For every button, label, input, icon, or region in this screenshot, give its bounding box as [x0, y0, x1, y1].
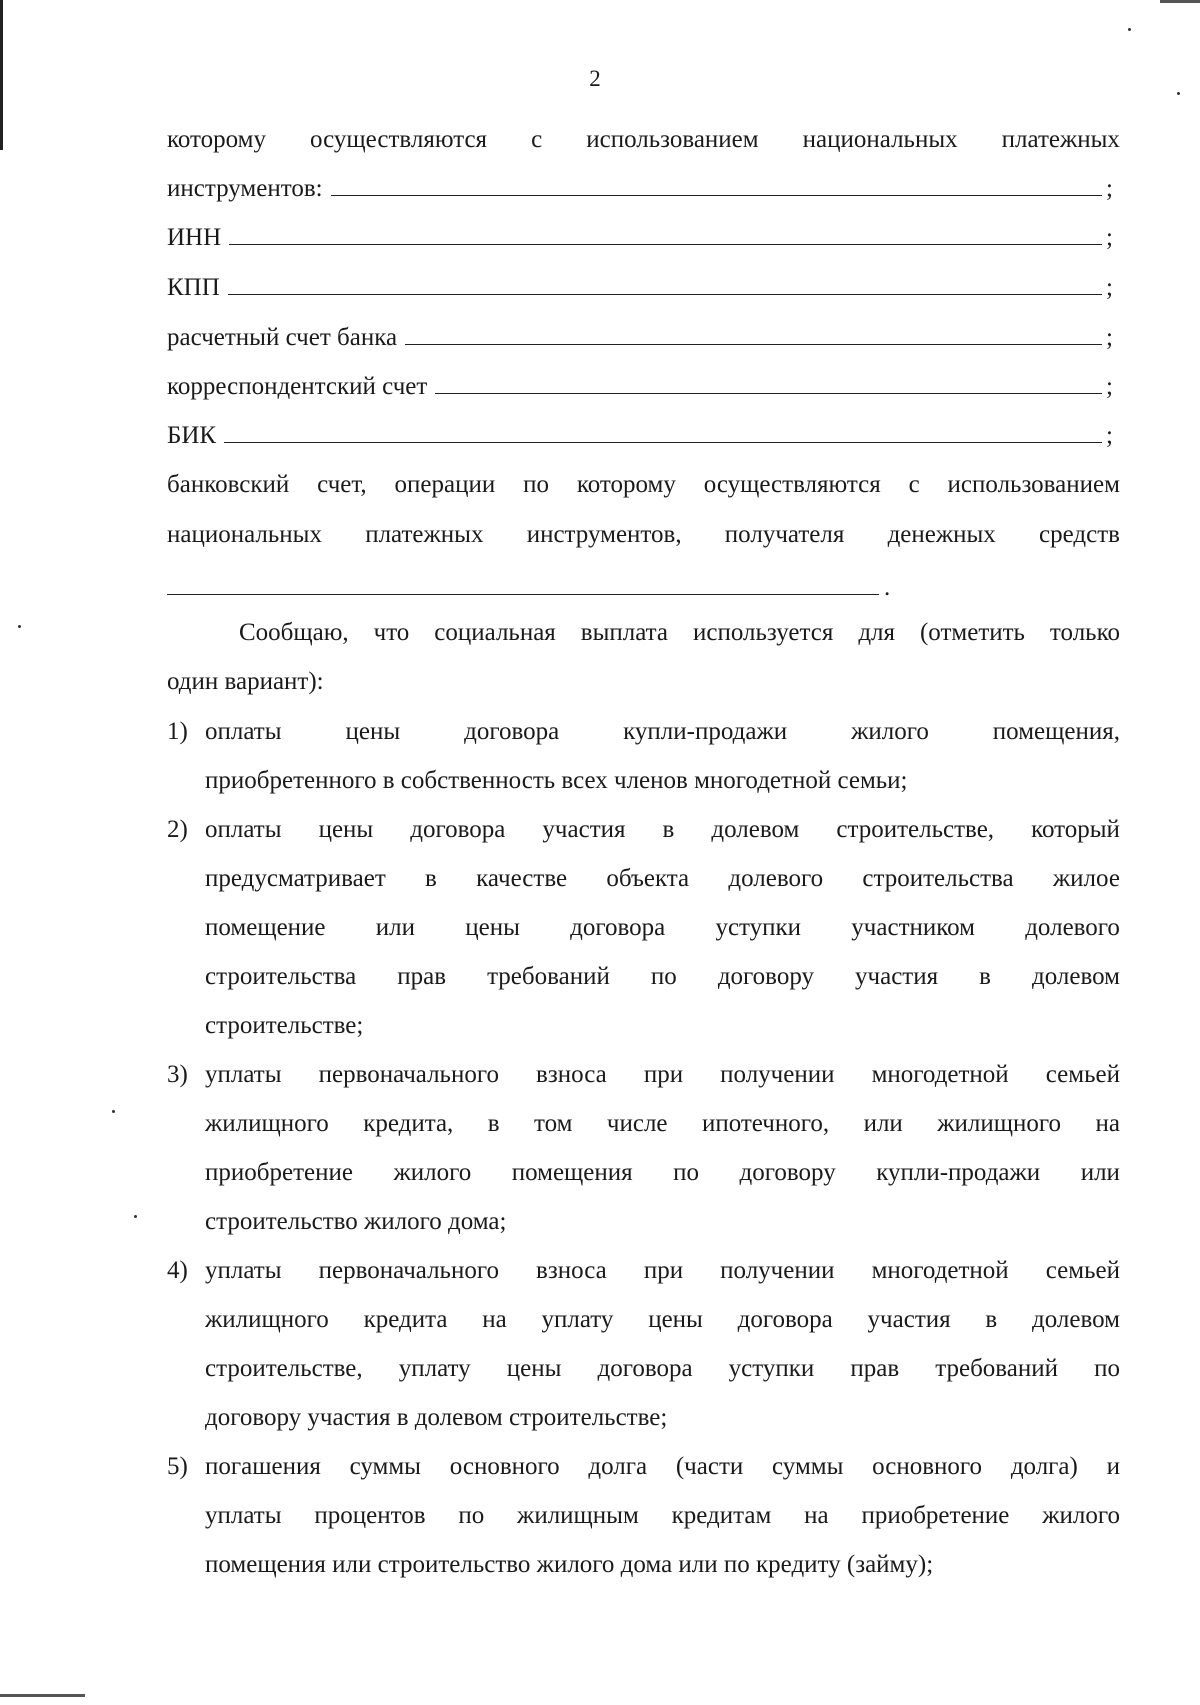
scan-speck	[1177, 92, 1180, 95]
word: использованием	[586, 126, 759, 153]
word: основного	[872, 1453, 983, 1480]
word: купли-продажи	[876, 1159, 1041, 1186]
text-line	[167, 124, 1120, 156]
word: строительства	[862, 865, 1014, 892]
word: требований	[487, 963, 610, 990]
word: по	[650, 963, 677, 990]
scan-speck	[18, 625, 21, 628]
word: жилого	[1042, 1502, 1120, 1529]
form-field-blank[interactable]	[405, 322, 1102, 345]
word: помещение	[205, 914, 326, 941]
option-number: 1)	[167, 718, 188, 745]
form-field-label: корреспондентский счет	[167, 373, 428, 400]
scan-speck	[112, 1110, 115, 1113]
option-text-line: договору участия в долевом строительстве;	[205, 1404, 668, 1431]
word: используется	[692, 619, 834, 646]
word: многодетной	[871, 1257, 1009, 1284]
word: использованием	[947, 471, 1120, 498]
word: по	[523, 471, 549, 498]
word: долевом	[1032, 963, 1120, 990]
word: (отметить	[919, 619, 1025, 646]
word: цены	[345, 718, 401, 745]
form-field-blank[interactable]	[331, 173, 1102, 196]
option-number: 5)	[167, 1453, 188, 1480]
word: для	[858, 619, 896, 646]
word: строительстве,	[205, 1355, 363, 1382]
option-text-line	[205, 1157, 1120, 1189]
word: уплаты	[205, 1257, 282, 1284]
word: долга)	[1010, 1453, 1078, 1480]
form-field-end: ;	[1106, 274, 1113, 301]
word: суммы	[349, 1453, 421, 1480]
word: по	[458, 1502, 485, 1529]
word: инструментов,	[526, 521, 682, 548]
word: цены	[506, 1355, 562, 1382]
word: на	[482, 1306, 507, 1333]
word: жилого	[393, 1159, 472, 1186]
word: договора	[737, 1306, 833, 1333]
word: долга	[588, 1453, 648, 1480]
word: взноса	[536, 1257, 607, 1284]
option-text-line	[205, 1304, 1120, 1336]
word: и	[1106, 1453, 1120, 1480]
word: по	[673, 1159, 700, 1186]
word: осуществляются	[310, 126, 488, 153]
word: на	[1095, 1110, 1120, 1137]
word: при	[643, 1257, 684, 1284]
word: строительства	[205, 963, 357, 990]
word: договору	[739, 1159, 836, 1186]
form-field-blank[interactable]	[229, 222, 1102, 245]
word: оплаты	[205, 718, 282, 745]
word: национальных	[802, 126, 958, 153]
form-field-blank[interactable]	[228, 272, 1102, 295]
option-text-line	[205, 912, 1120, 944]
word: долевом	[711, 816, 800, 843]
statement-line	[239, 617, 1120, 649]
word: первоначального	[318, 1257, 499, 1284]
word: том	[534, 1110, 573, 1137]
word: участником	[851, 914, 975, 941]
word: цены	[648, 1306, 703, 1333]
word: многодетной	[871, 1061, 1009, 1088]
word: с	[908, 471, 920, 498]
form-field-end: ;	[1106, 324, 1113, 351]
word: цены	[465, 914, 520, 941]
word: в	[487, 1110, 500, 1137]
option-text-line	[205, 961, 1120, 993]
word: числе	[606, 1110, 668, 1137]
word: договора	[410, 816, 506, 843]
recipient-blank	[167, 592, 879, 595]
form-field-label: ИНН	[167, 224, 222, 251]
option-text-line	[205, 814, 1120, 846]
option-number: 3)	[167, 1061, 188, 1088]
option-text-line: помещения или строительство жилого дома или по кредиту (займу);	[205, 1551, 934, 1578]
recipient-end: .	[884, 574, 891, 601]
form-field-end: ;	[1106, 224, 1113, 251]
word: жилищного	[205, 1306, 329, 1333]
word: первоначального	[318, 1061, 499, 1088]
word: участия	[867, 1306, 951, 1333]
word: уплату	[398, 1355, 471, 1382]
word: оплаты	[205, 816, 282, 843]
form-field-row	[167, 371, 1120, 403]
word: с	[531, 126, 543, 153]
word: семьей	[1045, 1257, 1120, 1284]
form-field-row	[167, 272, 1120, 304]
word: (части	[675, 1453, 744, 1480]
word: средств	[1039, 521, 1120, 548]
word: что	[373, 619, 410, 646]
form-field-row	[167, 173, 1120, 205]
word: при	[643, 1061, 684, 1088]
word: договора	[597, 1355, 693, 1382]
word: договора	[570, 914, 666, 941]
word: уплату	[541, 1306, 614, 1333]
word: счет,	[317, 471, 367, 498]
word: получении	[720, 1257, 835, 1284]
option-text-line: приобретенного в собственность всех членов многодетной семьи;	[205, 767, 908, 794]
word: кредита,	[363, 1110, 454, 1137]
word: ипотечного,	[701, 1110, 830, 1137]
form-field-blank[interactable]	[224, 420, 1102, 443]
option-text-line	[205, 1255, 1120, 1287]
word: участия	[855, 963, 939, 990]
option-text-line	[205, 716, 1120, 748]
word: жилищного	[205, 1110, 329, 1137]
option-text-line: строительстве;	[205, 1012, 364, 1039]
word: национальных	[167, 521, 322, 548]
form-field-end: ;	[1106, 422, 1113, 449]
word: или	[1080, 1159, 1120, 1186]
option-text-line	[205, 1108, 1120, 1140]
form-field-label: КПП	[167, 274, 220, 301]
word: уплаты	[205, 1502, 282, 1529]
option-text-line	[205, 1059, 1120, 1091]
scan-edge	[0, 1694, 85, 1697]
text-line	[167, 519, 1120, 551]
option-text-line	[205, 1353, 1120, 1385]
word: основного	[449, 1453, 560, 1480]
word: осуществляются	[703, 471, 881, 498]
word: долевого	[728, 865, 824, 892]
form-field-label: расчетный счет банка	[167, 324, 398, 351]
word: помещения	[511, 1159, 633, 1186]
word: договора	[464, 718, 560, 745]
scan-edge	[1160, 0, 1200, 3]
word: в	[979, 963, 991, 990]
word: долевого	[1025, 914, 1120, 941]
word: уступки	[728, 1355, 815, 1382]
word: банковский	[167, 471, 290, 498]
word: которому	[167, 126, 266, 153]
word: строительстве,	[836, 816, 995, 843]
form-field-label: БИК	[167, 422, 217, 449]
word: погашения	[205, 1453, 321, 1480]
word: который	[1031, 816, 1120, 843]
word: прав	[397, 963, 447, 990]
word: которому	[576, 471, 676, 498]
form-field-end: ;	[1106, 373, 1113, 400]
option-text-line	[205, 863, 1120, 895]
form-field-label: инструментов:	[167, 175, 323, 202]
word: взноса	[536, 1061, 607, 1088]
scan-speck	[1128, 28, 1131, 31]
word: по	[1094, 1355, 1120, 1382]
form-field-row	[167, 420, 1120, 452]
form-field-blank[interactable]	[435, 371, 1102, 394]
word: на	[804, 1502, 829, 1529]
statement-line: один вариант):	[167, 668, 324, 695]
scan-speck	[134, 1215, 137, 1218]
word: жилого	[851, 718, 929, 745]
form-field-row	[167, 322, 1120, 354]
word: денежных	[887, 521, 996, 548]
word: операции	[394, 471, 496, 498]
text-line	[167, 469, 1120, 501]
word: семьей	[1045, 1061, 1120, 1088]
option-number: 2)	[167, 816, 188, 843]
word: приобретение	[205, 1159, 353, 1186]
word: в	[985, 1306, 998, 1333]
word: в	[425, 865, 437, 892]
word: объекта	[606, 865, 690, 892]
form-field-row	[167, 222, 1120, 254]
word: требований	[935, 1355, 1059, 1382]
word: участия	[542, 816, 626, 843]
word: в	[662, 816, 675, 843]
word: предусматривает	[205, 865, 386, 892]
word: кредитам	[671, 1502, 772, 1529]
word: цены	[318, 816, 374, 843]
option-number: 4)	[167, 1257, 188, 1284]
word: платежных	[1001, 126, 1120, 153]
word: долевом	[1032, 1306, 1120, 1333]
word: договору	[717, 963, 814, 990]
word: платежных	[365, 521, 484, 548]
word: процентов	[314, 1502, 426, 1529]
option-text-line	[205, 1500, 1120, 1532]
word: социальная	[434, 619, 556, 646]
word: или	[375, 914, 415, 941]
option-text-line: строительство жилого дома;	[205, 1208, 507, 1235]
word: суммы	[772, 1453, 844, 1480]
word: купли-продажи	[623, 718, 788, 745]
word: жилищного	[937, 1110, 1062, 1137]
word: получателя	[724, 521, 845, 548]
word: приобретение	[861, 1502, 1010, 1529]
word: получении	[720, 1061, 835, 1088]
word: уступки	[715, 914, 802, 941]
word: качестве	[476, 865, 568, 892]
word: жилищным	[517, 1502, 639, 1529]
word: жилое	[1052, 865, 1120, 892]
word: помещения,	[992, 718, 1120, 745]
word: кредита	[363, 1306, 448, 1333]
word: только	[1049, 619, 1120, 646]
word: уплаты	[205, 1061, 282, 1088]
page-number: 2	[589, 66, 601, 91]
form-field-end: ;	[1106, 175, 1113, 202]
word: или	[863, 1110, 903, 1137]
word: Сообщаю,	[239, 619, 349, 646]
word: прав	[850, 1355, 900, 1382]
option-text-line	[205, 1451, 1120, 1483]
word: выплата	[580, 619, 669, 646]
